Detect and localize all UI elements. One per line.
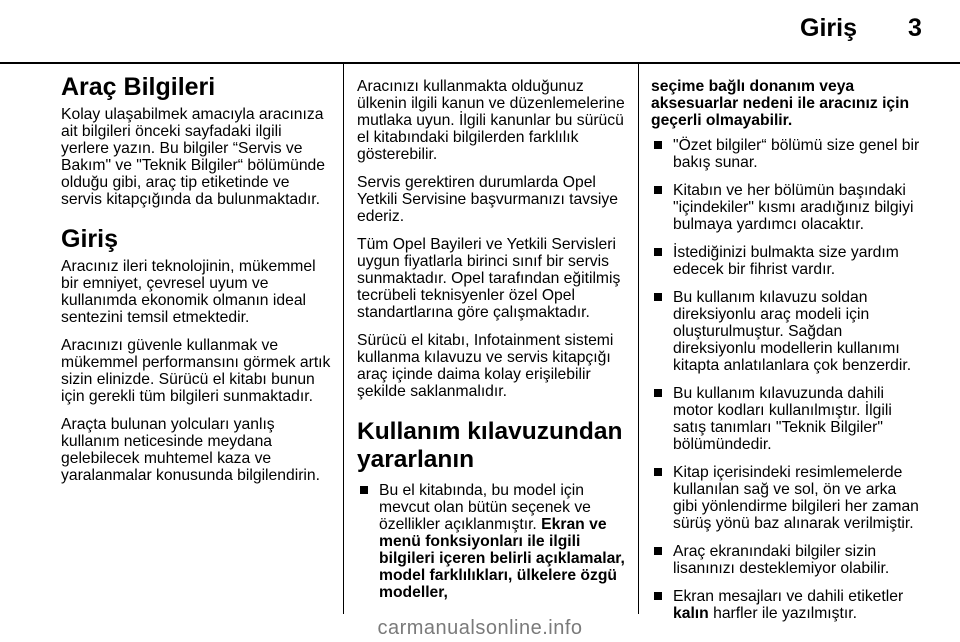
header-title: Giriş	[800, 14, 857, 42]
bullet-square-icon	[360, 486, 368, 494]
list-item-text: Bu kullanım kılavuzunda dahili motor kodları kullanılmıştır. İlgili satış tanımları "Teknik Bilgiler" bölümündedir.	[673, 385, 892, 453]
column-divider	[638, 64, 639, 614]
page-header	[0, 0, 960, 64]
bullet-square-icon	[654, 141, 662, 149]
list-item-bold-text: kalın	[673, 605, 709, 622]
list-item	[651, 244, 923, 278]
paragraph: Aracınızı kullanmakta olduğunuz ülkenin ilgili kanun ve düzenlemelerine mutlaka uyun. İlgili kanunlar bu sürücü el kitabındaki bilgilerden farklılık gösterebilir.	[357, 78, 625, 163]
paragraph: Servis gerektiren durumlarda Opel Yetkili Servisine başvurmanızı tavsiye ederiz.	[357, 174, 618, 225]
paragraph: Sürücü el kitabı, Infotainment sistemi kullanma kılavuzu ve servis kitapçığı araç içinde daima kolay erişilebilir şekilde saklanmalıdır.	[357, 332, 614, 400]
section-heading: Araç Bilgileri	[61, 73, 216, 101]
paragraph: Aracınızı güvenle kullanmak ve mükemmel performansını görmek artık sizin elinizde. Sürücü el kitabı bunun için gerekli tüm bilgileri sunmaktadır.	[61, 337, 331, 405]
list-item	[651, 543, 923, 577]
paragraph: Aracınız ileri teknolojinin, mükemmel bir emniyet, çevresel uyum ve kullanımda ekonomik olmanın ideal sentezini temsil etmektedir.	[61, 258, 316, 326]
bullet-square-icon	[654, 389, 662, 397]
paragraph: Kolay ulaşabilmek amacıyla aracınıza ait bilgileri önceki sayfadaki ilgili yerlere yazın. Bu bilgiler “Servis ve Bakım" ve "Teknik Bilgiler“ bölümünde olduğu gibi, araç tip etiketinde ve servis kitapçığında da bulunmaktadır.	[61, 106, 325, 208]
list-item-text: Ekran mesajları ve dahili etiketler	[673, 588, 904, 605]
list-item	[651, 137, 923, 171]
bullet-square-icon	[654, 248, 662, 256]
header-rule	[0, 62, 960, 64]
bullet-square-icon	[654, 468, 662, 476]
column-1	[61, 74, 333, 495]
list-item-text: "Özet bilgiler“ bölümü size genel bir bakış sunar.	[673, 137, 920, 171]
bullet-list	[357, 482, 627, 601]
bullet-square-icon	[654, 293, 662, 301]
continued-bold-text: seçime bağlı donanım veya aksesuarlar nedeni ile aracınız için geçerli olmayabilir.	[651, 78, 910, 129]
column-divider	[343, 64, 344, 614]
list-item-text: Kitap içerisindeki resimlemelerde kullanılan sağ ve sol, ön ve arka gibi yönlendirme bilgileri her zaman sürüş yönü baz alınarak verilmiştir.	[673, 464, 919, 532]
bullet-square-icon	[654, 186, 662, 194]
column-3	[651, 78, 923, 633]
footer-watermark: carmanualsonline.info	[377, 617, 583, 639]
list-item-text: Kitabın ve her bölümün başındaki "içindekiler" kısmı aradığınız bilgiyi bulmaya yardımcı olacaktır.	[673, 182, 914, 233]
page-number: 3	[908, 14, 922, 42]
list-item	[651, 182, 923, 233]
bullet-list	[651, 137, 923, 622]
list-item-text: Bu el kitabında, bu model için mevcut olan bütün seçenek ve özellikler açıklanmıştır.	[379, 482, 591, 533]
paragraph: Tüm Opel Bayileri ve Yetkili Servisleri uygun fiyatlarla birinci sınıf bir servis sunmaktadır. Opel tarafından eğitilmiş tecrübeli teknisyenler özel Opel standartlarına göre çalışmaktadır.	[357, 236, 621, 321]
paragraph: Araçta bulunan yolcuları yanlış kullanım neticesinde meydana gelebilecek muhtemel kaza ve yaralanmalar konusunda bilgilendirin.	[61, 416, 320, 484]
bullet-square-icon	[654, 547, 662, 555]
section-heading: Kullanım kılavuzundan yararlanın	[357, 418, 623, 473]
list-item-text: Bu kullanım kılavuzu soldan direksiyonlu araç modeli için oluşturulmuştur. Sağdan direksiyonlu modellerin kullanımı kitapta anlatılanlara çok benzerdir.	[673, 289, 912, 374]
list-item-bold-text: Ekran ve menü fonksiyonları ile ilgili bilgileri içeren belirli açıklamalar, model farklılıkları, ülkelere özgü modeller,	[379, 516, 625, 601]
bullet-square-icon	[654, 592, 662, 600]
list-item-text: Araç ekranındaki bilgiler sizin lisanınızı desteklemiyor olabilir.	[673, 543, 890, 577]
list-item	[651, 385, 923, 453]
list-item-text: İstediğinizi bulmakta size yardım edecek bir fihrist vardır.	[673, 244, 899, 278]
list-item	[651, 464, 923, 532]
list-item-text: harfler ile yazılmıştır.	[713, 605, 857, 622]
column-2	[357, 78, 627, 612]
list-item	[651, 289, 923, 374]
list-item	[357, 482, 627, 601]
section-heading: Giriş	[61, 225, 118, 253]
